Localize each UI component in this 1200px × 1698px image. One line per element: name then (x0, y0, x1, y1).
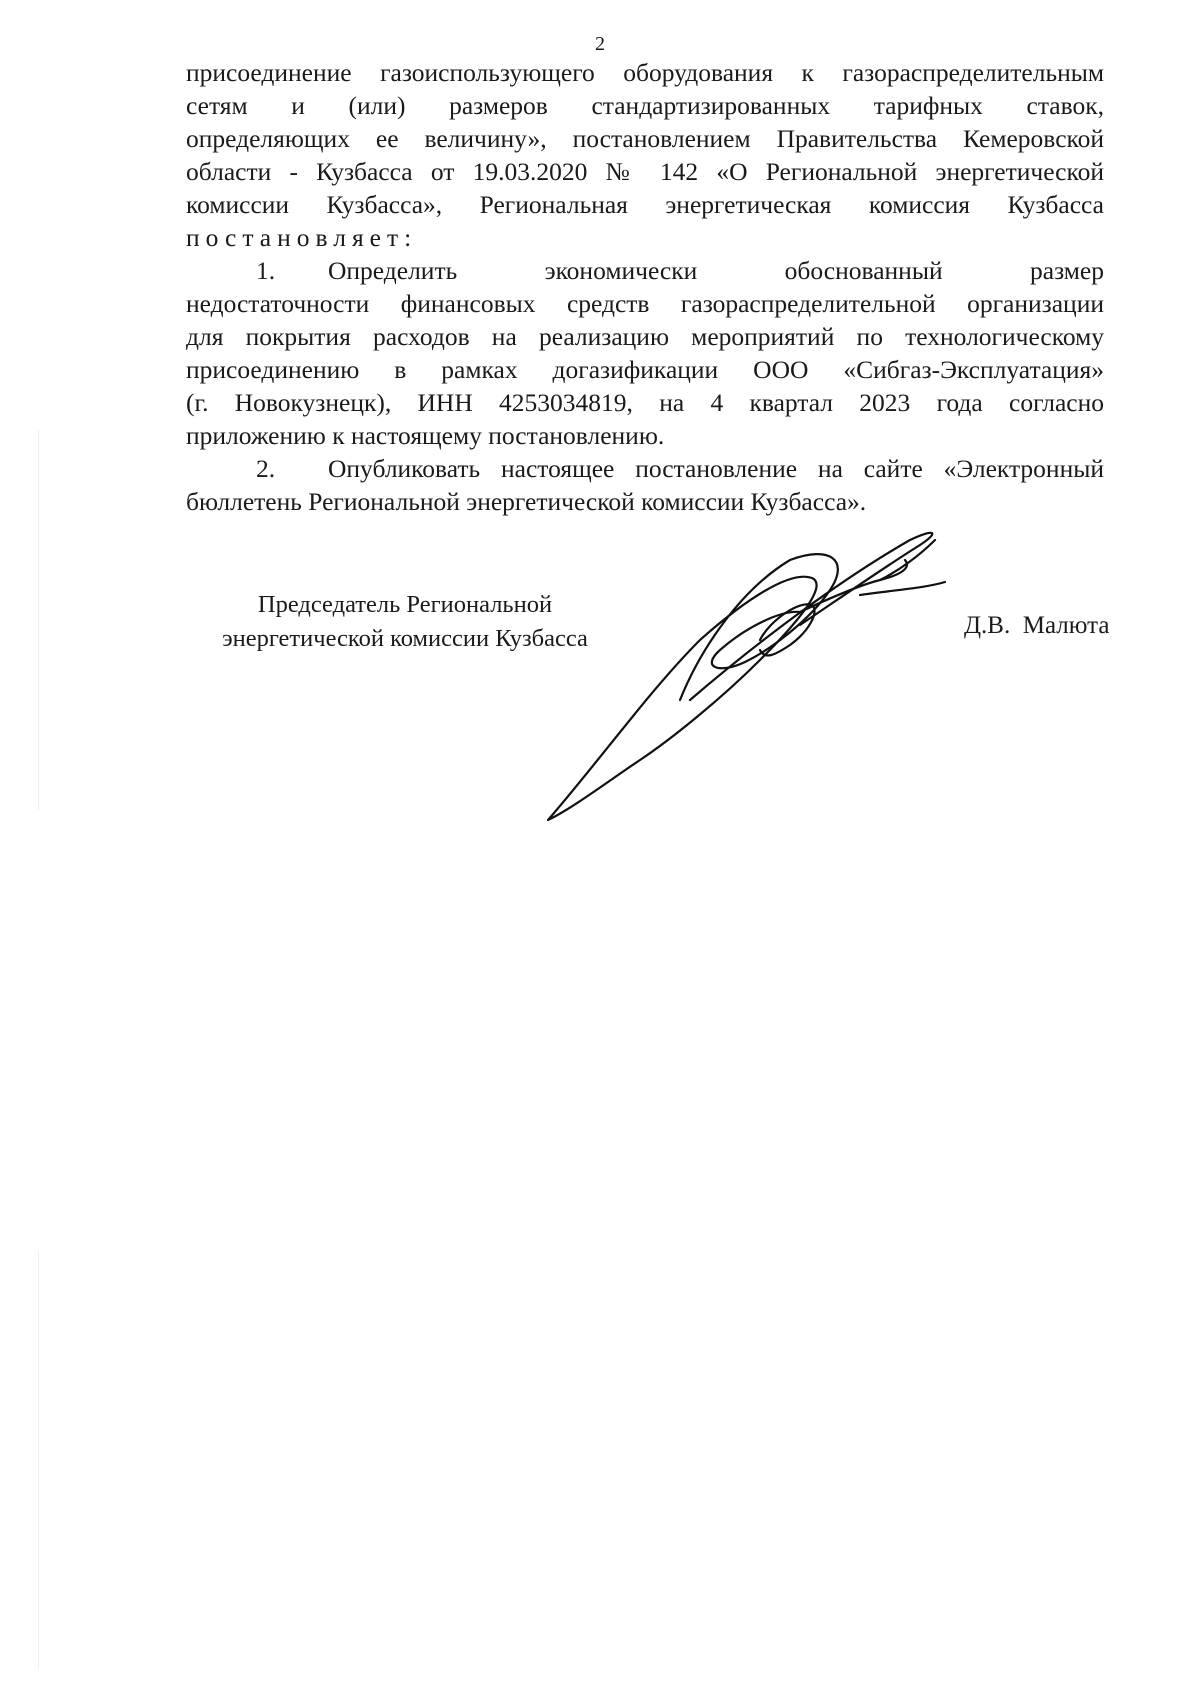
item-text: Опубликовать настоящее постановление на сайте «Электронный (328, 454, 1104, 483)
item-number: 1. (256, 256, 276, 285)
paragraph-line: определяющих ее величину», постановлением Правительства Кемеровской (186, 124, 1104, 153)
scan-artifact (38, 430, 39, 810)
signatory-position-line: Председатель Региональной (257, 591, 553, 618)
paragraph-line: бюллетень Региональной энергетической комиссии Кузбасса». (186, 487, 867, 516)
paragraph-line: комиссии Кузбасса», Региональная энергетическая комиссия Кузбасса (186, 190, 1104, 219)
signatory-position (190, 588, 620, 656)
item-first-line (186, 254, 1104, 287)
resolution-verb: постановляет: (186, 223, 418, 252)
paragraph-line: (г. Новокузнецк), ИНН 4253034819, на 4 квартал 2023 года согласно (186, 388, 1104, 417)
page-number: 2 (595, 33, 605, 55)
paragraph-line: для покрытия расходов на реализацию мероприятий по технологическому (186, 322, 1104, 351)
scan-artifact (38, 1250, 39, 1670)
paragraph-line: приложению к настоящему постановлению. (186, 421, 665, 450)
item-text: Определить экономически обоснованный размер (328, 256, 1104, 285)
paragraph-line: области - Кузбасса от 19.03.2020 № 142 «О Региональной энергетической (186, 157, 1104, 186)
signatory-name: Д.В. Малюта (964, 612, 1110, 639)
signatory-position-line: энергетической комиссии Кузбасса (222, 625, 588, 652)
item-first-line (186, 452, 1104, 485)
paragraph-intro (186, 56, 1104, 254)
paragraph-line: недостаточности финансовых средств газораспределительной организации (186, 289, 1104, 318)
resolution-item-1 (186, 254, 1104, 452)
item-number: 2. (256, 454, 276, 483)
paragraph-line: присоединение газоиспользующего оборудования к газораспределительным (186, 58, 1104, 87)
paragraph-line: присоединению в рамках догазификации ООО «Сибгаз-Эксплуатация» (186, 355, 1104, 384)
resolution-item-2 (186, 452, 1104, 518)
paragraph-line: сетям и (или) размеров стандартизированных тарифных ставок, (186, 91, 1104, 120)
